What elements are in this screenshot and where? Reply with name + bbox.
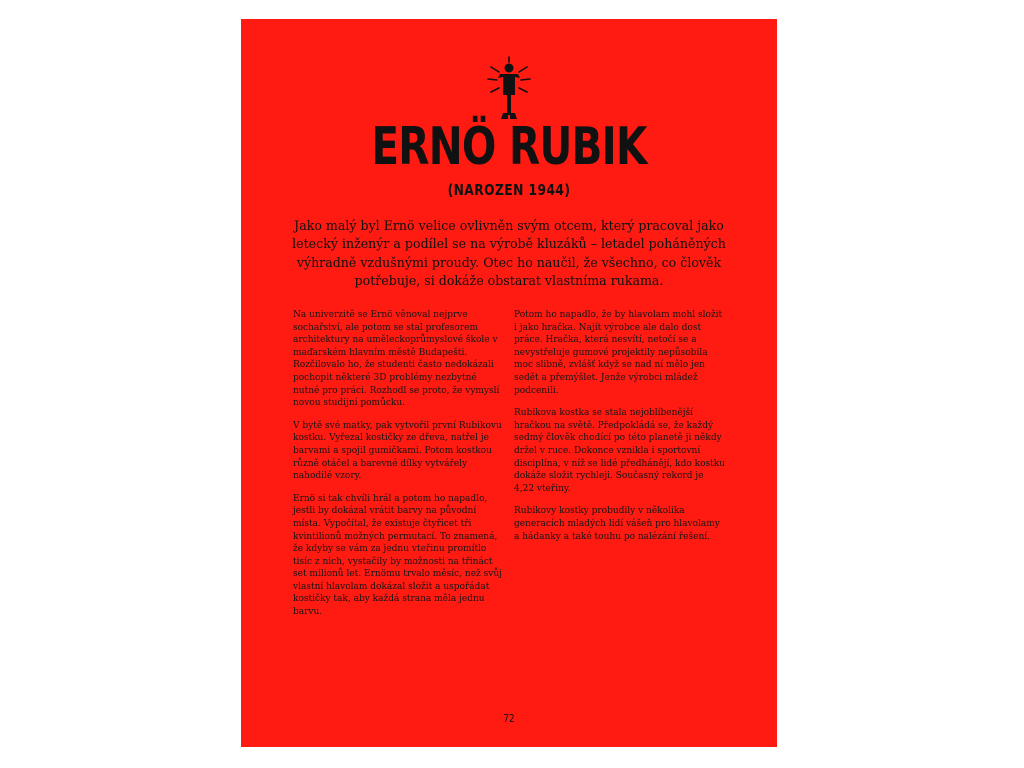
right-column (514, 309, 726, 553)
page-number: 72 (503, 712, 515, 725)
body-paragraph: Potom ho napadlo, že by hlavolam mohl složit i jako hračka. Najít výrobce ale dalo dost práce. Hračka, která nesvítí, netočí se a nevystřeluje gumové projektily nepůsobila moc slibně, zvlášť když se nad ní mělo jen sedět a přemýšlet. Jenže výrobci mládež podcenili. (514, 310, 723, 396)
radiating-person-icon (484, 55, 534, 121)
page-title: ERNÖ RUBIK (371, 117, 647, 177)
lead-paragraph: Jako malý byl Ernö velice ovlivněn svým otcem, který pracoval jako letecký inženýr a podílel se na výrobě kluzáků – letadel poháněných výhradně vzdušnými proudy. Otec ho naučil, že všechno, co člověk potřebuje, si dokáže obstarat vlastníma rukama. (292, 218, 726, 289)
book-page (241, 19, 777, 747)
body-paragraph: Ernö si tak chvíli hrál a potom ho napadlo, jestli by dokázal vrátit barvy na původní místa. Vypočítal, že existuje čtyřicet tři kvintilionů možných permutací. To znamená, že kdyby se vám za jednu vteřinu promítlo tisíc z nich, vystačily by možnosti na třináct set milionů let. Ernömu trvalo měsíc, než svůj vlastní hlavolam dokázal složit a uspořádat kostičky tak, aby každá strana měla jednu barvu. (293, 493, 502, 618)
body-paragraph: Rubikova kostka se stala nejoblíbenější hračkou na světě. Předpokládá se, že každý sedmý člověk chodící po této planetě ji někdy držel v ruce. Dokonce vznikla i sportovní disciplína, v níž se lidé předhánějí, kdo kostku dokáže složit rychleji. Současný rekord je 4,22 vteřiny. (514, 408, 725, 494)
page-subtitle: (NAROZEN 1944) (447, 181, 571, 199)
body-paragraph: Rubikovy kostky probudily v několika generacích mladých lidí vášeň pro hlavolamy a hádanky a také touhu po nalézání řešení. (514, 506, 720, 542)
left-column (293, 309, 505, 629)
body-paragraph: Na univerzitě se Ernö věnoval nejprve sochařství, ale potom se stal profesorem architektury na uměleckoprůmyslové škole v maďarském hlavním městě Budapešti. Rozčilovalo ho, že studenti často nedokázali pochopit některé 3D problémy nezbytné nutné pro práci. Rozhodl se proto, že vymyslí novou studijní pomůcku. (293, 310, 500, 409)
body-paragraph: V bytě své matky, pak vytvořil první Rubikovu kostku. Vyřezal kostičky ze dřeva, natřel je barvami a spojil gumičkami. Potom kostkou různě otáčel a barevné dílky vytvářely nahodilé vzory. (293, 420, 502, 482)
